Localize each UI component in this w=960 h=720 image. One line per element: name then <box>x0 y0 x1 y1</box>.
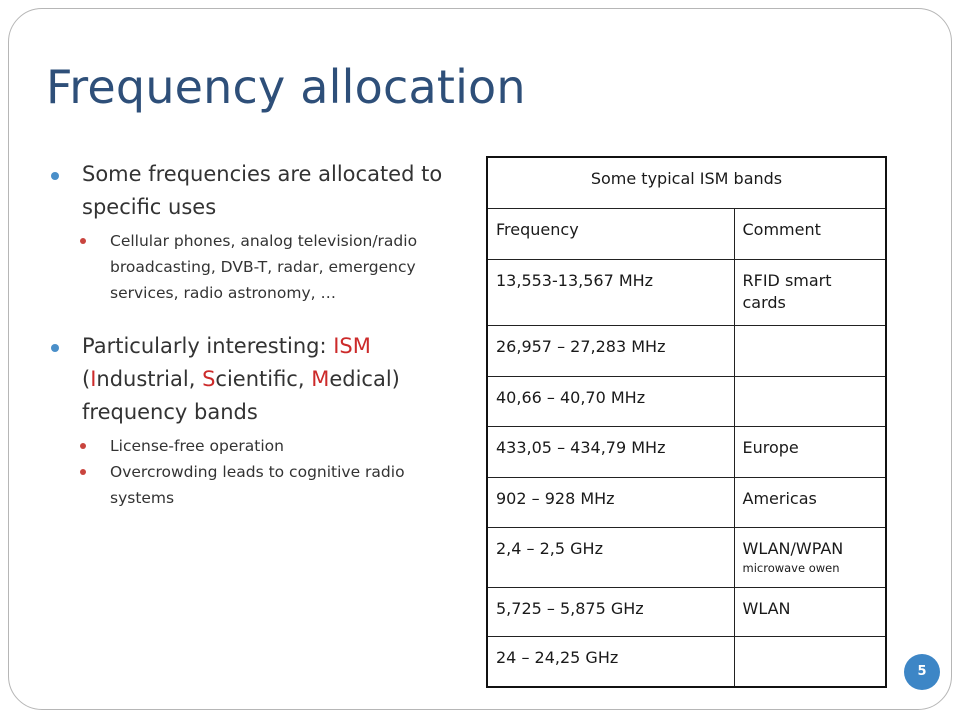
ism-letter-s: S <box>202 367 216 391</box>
header-comment: Comment <box>734 208 886 259</box>
cell-comment: RFID smart cards <box>734 259 886 325</box>
ism-letter-i: I <box>90 367 97 391</box>
cell-frequency: 2,4 – 2,5 GHz <box>487 527 734 587</box>
table-row <box>487 259 886 325</box>
bullet-allocated: Some frequencies are allocated to specific uses <box>48 158 458 224</box>
cell-comment <box>734 376 886 426</box>
cell-frequency: 5,725 – 5,875 GHz <box>487 587 734 636</box>
cell-comment <box>734 325 886 376</box>
bullet-list <box>48 158 458 511</box>
cell-frequency: 433,05 – 434,79 MHz <box>487 426 734 477</box>
sub-bullet-list-ism <box>48 433 458 511</box>
sub-bullet-uses: Cellular phones, analog television/radio broadcasting, DVB-T, radar, emergency services, radio astronomy, … <box>48 228 458 306</box>
cell-comment <box>734 636 886 687</box>
table-row <box>487 325 886 376</box>
comment-main: WLAN/WPAN <box>742 538 844 558</box>
table-caption: Some typical ISM bands <box>487 157 886 208</box>
ism-bands-table <box>486 156 887 688</box>
cell-frequency: 24 – 24,25 GHz <box>487 636 734 687</box>
ism-highlight: ISM <box>333 334 371 358</box>
cell-comment: Americas <box>734 477 886 527</box>
cell-comment: Europe <box>734 426 886 477</box>
ism-letter-m: M <box>311 367 330 391</box>
ism-text-3: ndustrial, <box>96 367 203 391</box>
page-number-badge: 5 <box>904 654 940 690</box>
slide-title: Frequency allocation <box>46 60 526 114</box>
table-row <box>487 636 886 687</box>
cell-frequency: 902 – 928 MHz <box>487 477 734 527</box>
comment-note: microwave owen <box>742 560 840 575</box>
sub-bullet-list-allocated <box>48 228 458 306</box>
cell-frequency: 13,553-13,567 MHz <box>487 259 734 325</box>
table-row <box>487 587 886 636</box>
header-frequency: Frequency <box>487 208 734 259</box>
ism-text-1: Particularly interesting: <box>82 334 334 358</box>
cell-comment: WLAN <box>734 587 886 636</box>
ism-text-5: edical) frequency bands <box>82 367 400 424</box>
cell-comment <box>734 527 886 587</box>
table-row <box>487 527 886 587</box>
table-row <box>487 376 886 426</box>
bullet-ism <box>48 330 458 429</box>
cell-frequency: 26,957 – 27,283 MHz <box>487 325 734 376</box>
ism-text-4: cientific, <box>215 367 312 391</box>
sub-bullet-license: License-free operation <box>48 433 458 459</box>
ism-text-2: ( <box>82 367 91 391</box>
table-caption-row <box>487 157 886 208</box>
table-header-row <box>487 208 886 259</box>
table-row <box>487 477 886 527</box>
sub-bullet-overcrowding: Overcrowding leads to cognitive radio systems <box>48 459 458 511</box>
table-row <box>487 426 886 477</box>
cell-frequency: 40,66 – 40,70 MHz <box>487 376 734 426</box>
